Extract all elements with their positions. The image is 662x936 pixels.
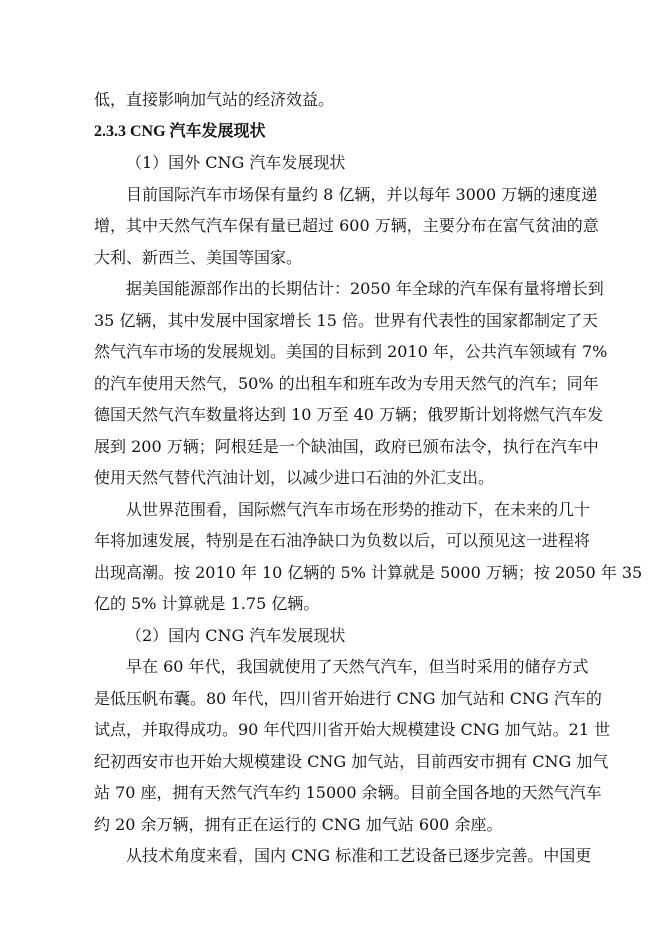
- text-line: 增，其中天然气汽车保有量已超过 600 万辆，主要分布在富气贫油的意: [94, 216, 599, 235]
- text-line: 的汽车使用天然气，50% 的出租车和班车改为专用天然气的汽车；同年: [94, 373, 599, 393]
- text-line: 年将加速发展，特别是在石油净缺口为负数以后，可以预见这一进程将: [94, 531, 591, 550]
- subsection-heading: （2）国内 CNG 汽车发展现状: [126, 625, 346, 645]
- text-line: 亿的 5% 计算就是 1.75 亿辆。: [94, 594, 320, 613]
- text-line: 早在 60 年代，我国就使用了天然气汽车，但当时采用的储存方式: [126, 657, 589, 676]
- text-line: 出现高潮。按 2010 年 10 亿辆的 5% 计算就是 5000 万辆；按 2050 年 35: [94, 562, 643, 582]
- text-line: 德国天然气汽车数量将达到 10 万至 40 万辆；俄罗斯计划将燃气汽车发: [94, 405, 604, 424]
- text-line: 从技术角度来看，国内 CNG 标准和工艺设备已逐步完善。中国更: [126, 846, 592, 865]
- text-line: 约 20 余万辆，拥有正在运行的 CNG 加气站 600 余座。: [94, 814, 503, 834]
- document-page: [94, 84, 643, 872]
- text-line: 使用天然气替代汽油计划，以减少进口石油的外汇支出。: [94, 468, 495, 487]
- text-line: 低，直接影响加气站的经济效益。: [94, 90, 335, 109]
- text-line: 纪初西安市也开始大规模建设 CNG 加气站，目前西安市拥有 CNG 加气: [94, 751, 609, 771]
- text-line: 展到 200 万辆；阿根廷是一个缺油国，政府已颁布法令，执行在汽车中: [94, 436, 599, 456]
- text-line: 目前国际汽车市场保有量约 8 亿辆，并以每年 3000 万辆的速度递: [126, 184, 598, 204]
- subsection-heading: （1）国外 CNG 汽车发展现状: [126, 153, 346, 172]
- text-line: 站 70 座，拥有天然气汽车约 15000 余辆。目前全国各地的天然气汽车: [94, 783, 602, 802]
- text-line: 然气汽车市场的发展规划。美国的目标到 2010 年，公共汽车领域有 7%: [94, 342, 608, 361]
- text-line: 从世界范围看，国际燃气汽车市场在形势的推动下，在未来的几十: [126, 499, 591, 519]
- section-heading: 2.3.3 CNG 汽车发展现状: [94, 122, 266, 140]
- text-line: 据美国能源部作出的长期估计：2050 年全球的汽车保有量将增长到: [126, 279, 604, 298]
- text-line: 35 亿辆，其中发展中国家增长 15 倍。世界有代表性的国家都制定了天: [94, 310, 598, 330]
- text-line: 试点，并取得成功。90 年代四川省开始大规模建设 CNG 加气站。21 世: [94, 720, 611, 739]
- text-line: 是低压帆布囊。80 年代，四川省开始进行 CNG 加气站和 CNG 汽车的: [94, 688, 602, 708]
- text-line: 大利、新西兰、美国等国家。: [94, 247, 303, 267]
